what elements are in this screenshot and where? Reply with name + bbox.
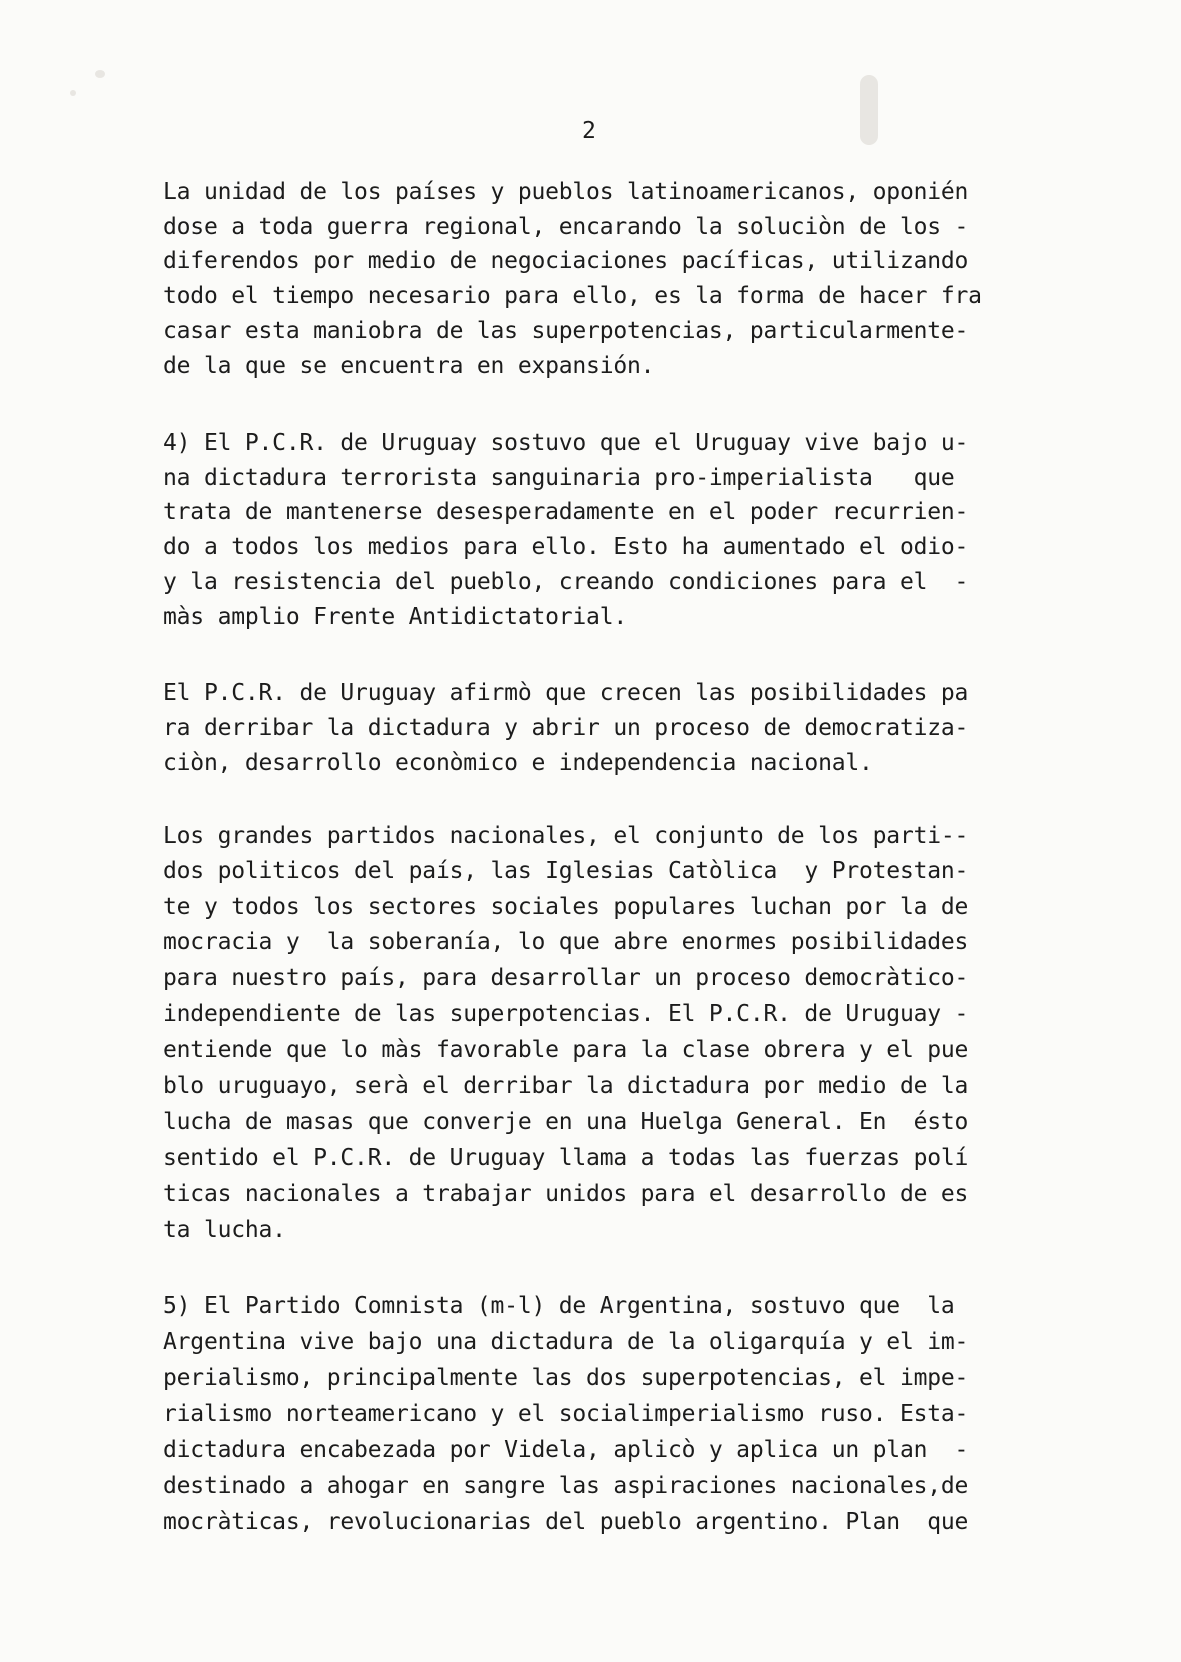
text-line: casar esta maniobra de las superpotencias, particularmente-	[163, 318, 969, 344]
paper-stain	[860, 75, 878, 145]
paper-stain	[95, 70, 105, 78]
text-line: todo el tiempo necesario para ello, es la forma de hacer fra	[163, 283, 982, 309]
text-line: rialismo norteamericano y el socialimperialismo ruso. Esta-	[163, 1401, 969, 1427]
text-line: blo uruguayo, serà el derribar la dictadura por medio de la	[163, 1073, 969, 1099]
text-line: para nuestro país, para desarrollar un proceso democràtico-	[163, 965, 969, 991]
text-line: te y todos los sectores sociales populares luchan por la de	[163, 894, 969, 920]
text-line: Argentina vive bajo una dictadura de la oligarquía y el im-	[163, 1329, 969, 1355]
text-line: y la resistencia del pueblo, creando condiciones para el -	[163, 569, 969, 595]
text-line: 4) El P.C.R. de Uruguay sostuvo que el Uruguay vive bajo u-	[163, 430, 969, 456]
text-line: dos politicos del país, las Iglesias Catòlica y Protestan-	[163, 858, 969, 884]
page-number: 2	[582, 118, 596, 144]
text-line: perialismo, principalmente las dos superpotencias, el impe-	[163, 1365, 969, 1391]
text-line: na dictadura terrorista sanguinaria pro-imperialista que	[163, 465, 955, 491]
text-line: ticas nacionales a trabajar unidos para el desarrollo de es	[163, 1181, 969, 1207]
text-line: El P.C.R. de Uruguay afirmò que crecen las posibilidades pa	[163, 680, 969, 706]
text-line: ra derribar la dictadura y abrir un proceso de democratiza-	[163, 715, 969, 741]
text-line: trata de mantenerse desesperadamente en el poder recurrien-	[163, 499, 969, 525]
text-line: sentido el P.C.R. de Uruguay llama a todas las fuerzas polí	[163, 1145, 969, 1171]
text-line: de la que se encuentra en expansión.	[163, 353, 655, 379]
text-line: do a todos los medios para ello. Esto ha aumentado el odio-	[163, 534, 969, 560]
text-line: mocracia y la soberanía, lo que abre enormes posibilidades	[163, 929, 969, 955]
text-line: independiente de las superpotencias. El P.C.R. de Uruguay -	[163, 1001, 969, 1027]
text-line: entiende que lo màs favorable para la clase obrera y el pue	[163, 1037, 969, 1063]
paper-stain	[70, 90, 76, 96]
text-line: lucha de masas que converje en una Huelga General. En ésto	[163, 1109, 969, 1135]
text-line: 5) El Partido Comnista (m-l) de Argentina, sostuvo que la	[163, 1293, 955, 1319]
text-line: màs amplio Frente Antidictatorial.	[163, 604, 628, 630]
text-line: dictadura encabezada por Videla, aplicò y aplica un plan -	[163, 1437, 969, 1463]
text-line: ciòn, desarrollo econòmico e independencia nacional.	[163, 750, 873, 776]
text-line: La unidad de los países y pueblos latinoamericanos, oponién	[163, 179, 969, 205]
text-line: Los grandes partidos nacionales, el conjunto de los parti--	[163, 823, 969, 849]
text-line: destinado a ahogar en sangre las aspiraciones nacionales,de	[163, 1473, 969, 1499]
text-line: ta lucha.	[163, 1217, 286, 1243]
text-line: dose a toda guerra regional, encarando la soluciòn de los -	[163, 214, 969, 240]
text-line: diferendos por medio de negociaciones pacíficas, utilizando	[163, 248, 969, 274]
text-line: mocràticas, revolucionarias del pueblo argentino. Plan que	[163, 1509, 969, 1535]
